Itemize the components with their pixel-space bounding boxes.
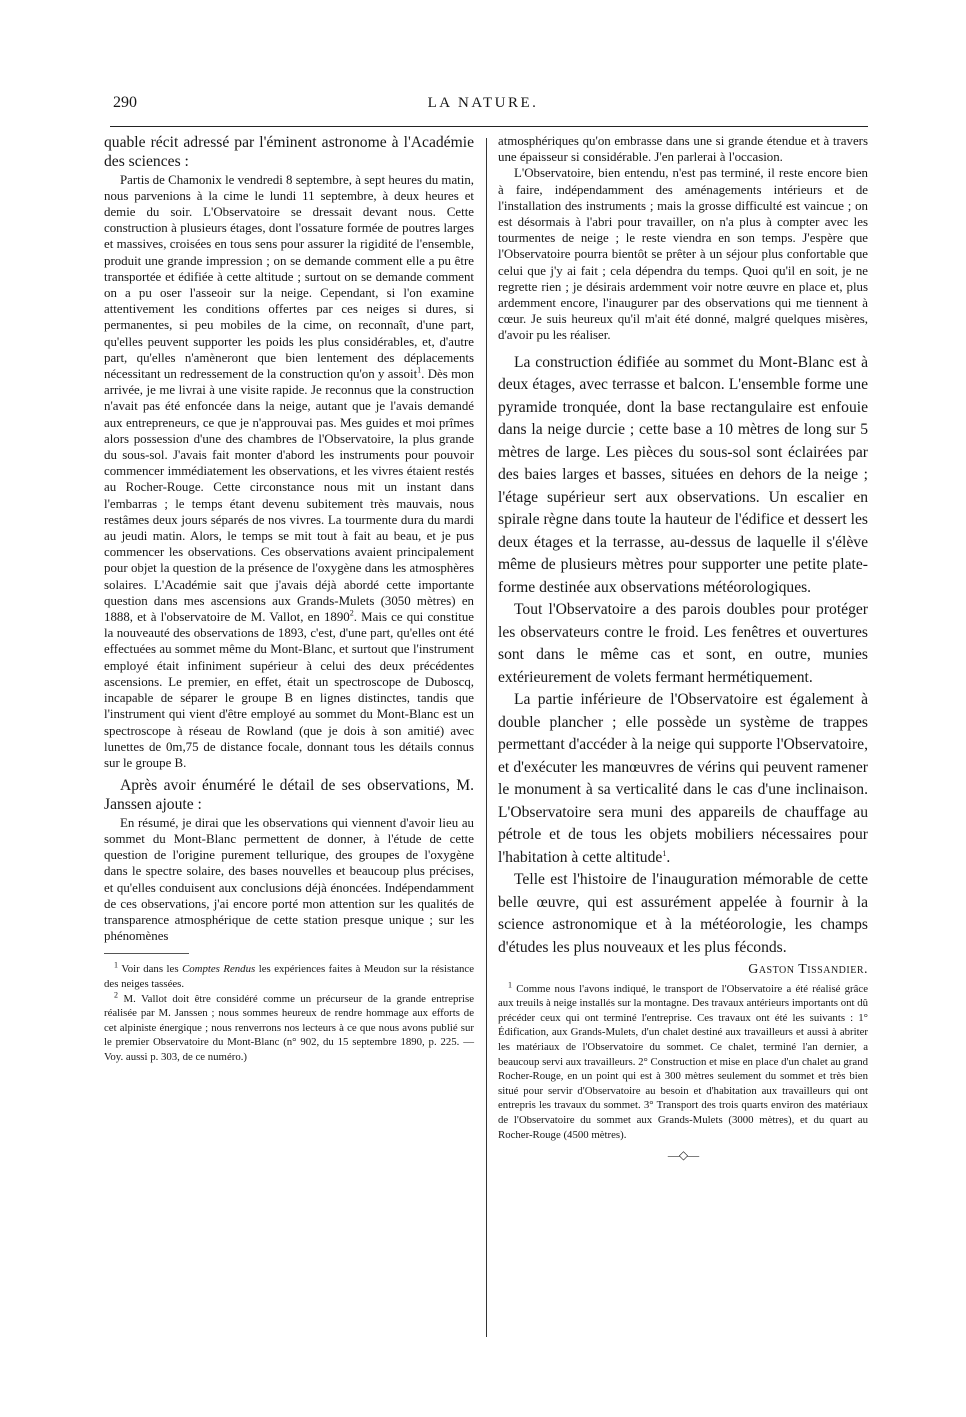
intro-text: quable récit adressé par l'éminent astronome à l'Académie des sciences : [104, 134, 474, 171]
header-rule [110, 126, 868, 127]
left-column [104, 133, 474, 1064]
column-divider [486, 138, 487, 1337]
quoted-closing-paragraph: L'Observatoire, bien entendu, n'est pas terminé, il reste encore bien à faire, indépendamment des aménagements intérieurs et de l'installation des instruments ; mais la grosse difficulté est vaincue ; on est désormais à l'abri pour travailler, on n'a plus à compter avec les tourmentes de neige ; le reste viendra en son temps. J'espère que l'Observatoire pourra bientôt se prêter à un séjour plus confortable que celui que j'y ai fait ; cela dépendra du temps. Quoi qu'il en soit, je ne regrette rien ; je désirais ardemment voir notre œuvre en place et, plus ardemment encore, l'inaugurer par des observations qui me tiennent à cœur. Je suis heureux qu'il m'ait été donné, malgré quelques misères, d'avoir pu les réaliser. [498, 166, 868, 343]
right-column [498, 133, 868, 1163]
footnote-rule [104, 953, 189, 954]
body-paragraph-walls: Tout l'Observatoire a des parois doubles pour protéger les observateurs contre le froid. Les fenêtres et ouvertures sont dans le même cas et sont, en outre, munies extérieurement de volets fermant hermétiquement. [498, 601, 868, 686]
page-number: 290 [113, 94, 137, 111]
quoted-continuation: atmosphériques qu'on embrasse dans une si grande étendue et à travers une épaisseur si considérable. J'en parlerai à l'occasion. [498, 134, 868, 165]
transition-paragraph: Après avoir énuméré le détail de ses observations, M. Janssen ajoute : [104, 777, 474, 814]
body-paragraph-floor: La partie inférieure de l'Observatoire est également à double plancher ; elle possède un système de trappes permettant d'accéder à la neige qui supporte l'Observatoire, et d'exécuter les manœuvres de vérins qui peuvent ramener le monument à sa verticalité dans le cas d'une inclinaison. L'Observatoire sera muni des appareils de chauffage au pétrole et de tous les objets mobiliers nécessaires pour l'habitation à cette altitude$^1$. [498, 691, 868, 866]
footnote-1: $^1$ Voir dans les Comptes Rendus les expériences faites à Meudon sur la résistance des neiges tassées. [104, 960, 474, 990]
end-ornament: —◇— [667, 1148, 699, 1163]
footnote-ref: 1 [417, 365, 422, 375]
footnote-right: $^1$ Comme nous l'avons indiqué, le transport de l'Observatoire a été réalisé grâce aux treuils à neige installés sur la montagne. Des travaux antérieurs importants ont dû précéder ceux qui ont terminé l'entreprise. Ces travaux ont été les suivants : 1° Édification, aux Grands-Mulets, d'un chalet destiné aux travailleurs et aussi à abriter les matériaux de l'Observatoire du sommet. Ce chalet, terminé l'an dernier, a beaucoup servi aux travailleurs. 2° Construction et mise en place d'un chalet au grand Rocher-Rouge, en un point qui est à 300 mètres seulement du sommet et très bien situé pour servir d'Observatoire au besoin et d'habitation aux travailleurs qui ont entrepris les travaux du sommet. 3° Transport des trois quarts environ des matériaux de l'Observatoire du sommet aux Grands-Mulets (3000 mètres), et du quart au Rocher-Rouge (4500 mètres). [498, 980, 868, 1141]
footnote-2: $^2$ M. Vallot doit être considéré comme un précurseur de la grande entreprise réalisée par M. Janssen ; nous sommes heureux de rendre hommage aux efforts de cet alpiniste énergique ; nous renverrons nos lecteurs à ce que nous avons publié sur le premier Observatoire du Mont-Blanc (n° 902, du 15 septembre 1890, p. 225. — Voy. aussi p. 303, de ce numéro.) [104, 989, 474, 1063]
quoted-summary-paragraph: En résumé, je dirai que les observations qui viennent d'avoir lieu au sommet du Mont-Blanc permettent de donner, à l'étude de cette question de l'origine purement tellurique, des groupes de l'oxygène dans le spectre solaire, des bases nouvelles et beaucoup plus précises, et qu'elles conduisent aux conclusions déjà énoncées. Indépendamment de ces observations, j'ai encore porté mon attention sur les qualités de transparence atmosphérique de cette station presque unique ; sur les phénomènes [104, 815, 474, 944]
body-paragraph-conclusion: Telle est l'histoire de l'inauguration mémorable de cette belle œuvre, qui est assurément appelée à fournir à la science astronomique et à la météorologie, les champs d'études les plus nouveaux et les plus féconds. Gaston Tissandier. [498, 869, 868, 959]
journal-title: LA NATURE. [427, 95, 539, 111]
quoted-letter-paragraph: Partis de Chamonix le vendredi 8 septembre, à sept heures du matin, nous parvenions à la cime le lundi 11 septembre, à deux heures et demie du soir. L'Observatoire se dressait devant nous. Cette construction à plusieurs étages, dont l'ossature formée de poutres larges et massives, croisées en tous sens pour assurer la rigidité de l'ensemble, produit une grande impression ; on se demande comment elle a pu être transportée et édifiée à cette altitude ; surtout on se demande comment on a pu oser l'asseoir sur la neige. Cependant, si l'on examine attentivement les conditions offertes par ces neiges si dures, si permanentes, si peu mobiles de la cime, on reconnaît, d'une part, qu'elles peuvent supporter les poids les plus considérables, et, d'autre part, qu'elles n'amèneront que bien lentement des déplacements nécessitant un redressement de la construction qu'on y assoit$^1$. Dès mon arrivée, je me livrai à une visite rapide. Je reconnus que la construction n'avait pas été enfoncée dans la neige, autant que je l'avais demandé aux entrepreneurs, ce que je n'approuvai pas. Mes guides et moi prîmes alors possession d'une des chambres de l'Observatoire, la plus grande du sous-sol. J'avais fait monter d'abord les instruments pour pouvoir commencer immédiatement les observations, et les vivres étaient restés au Rocher-Rouge. Cette circonstance nous mit un instant dans l'embarras ; le temps étant devenu subitement très mauvais, nous restâmes deux jours séparés de nos vivres. La tourmente dura du mardi au jeudi matin. Alors, le temps se mit tout à fait au beau, et je pus commencer les observations. Ces observations avaient principalement pour objet la question de la présence de l'oxygène dans les atmosphères solaires. L'Académie sait que j'avais déjà abordé cette importante question dans mes ascensions aux Grands-Mulets (3050 mètres) en 1888, et à l'observatoire de M. Vallot, en 1890$^2$. Mais ce qui constitue la nouveauté des observations de 1893, c'est, d'une part, qu'elles ont été effectuées au sommet même du Mont-Blanc, et surtout que l'instrument employé était infiniment supérieur à celui des deux précédentes ascensions. Le premier, en effet, était un spectroscope de Duboscq, incapable de séparer le groupe B en lignes distinctes, tandis que l'instrument qui vient d'être employé au sommet du Mont-Blanc est un spectroscope à réseau de Rowland (que je dois à son amitié) avec lunettes de 0m,75 de distance focale, donnant tous les détails connus sur le groupe B. [104, 172, 474, 770]
body-paragraph-construction: La construction édifiée au sommet du Mont-Blanc est à deux étages, avec terrasse et balcon. L'ensemble forme une pyramide tronquée, dont la base rectangulaire est enfouie dans la neige durcie ; cette base a 10 mètres de long sur 5 mètres de large. Les pièces du sous-sol sont éclairées par des baies larges et basses, situées en dehors de la neige ; l'étage supérieur sert aux observations. Un escalier en spirale règne dans toute la hauteur de l'édifice et dessert les deux étages et la terrasse, au-dessus de laquelle il s'élève même de plusieurs mètres pour supporter une petite plate-forme destinée aux observations météorologiques. [498, 353, 868, 596]
footnote-ref: 2 [349, 608, 354, 618]
footnote-ref: 1 [662, 848, 667, 858]
author-signature: Gaston Tissandier. [748, 962, 868, 978]
